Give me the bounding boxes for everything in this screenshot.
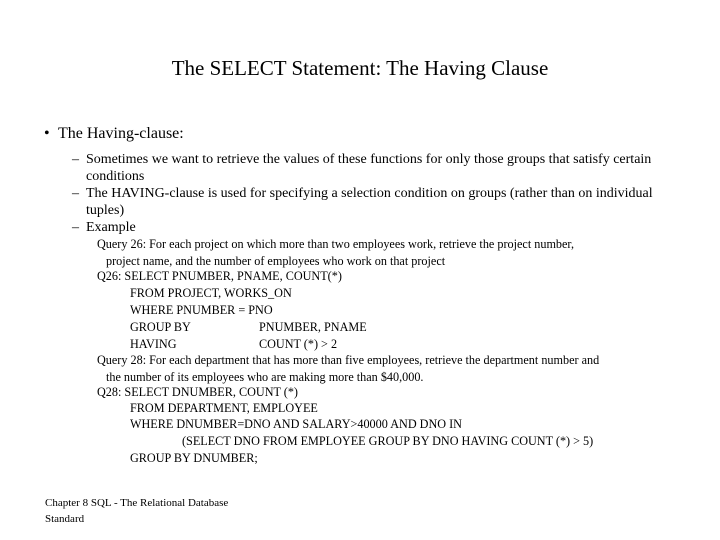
dash-marker: – [72, 152, 79, 167]
query26-having-value: COUNT (*) > 2 [259, 337, 338, 351]
query28-from: FROM DEPARTMENT, EMPLOYEE [130, 401, 318, 415]
dash-marker: – [72, 186, 79, 201]
query28-subquery: (SELECT DNO FROM EMPLOYEE GROUP BY DNO HAVING COUNT (*) > 5) [182, 434, 594, 448]
subpoint-text: Sometimes we want to retrieve the values of these functions for only those groups that satisfy certain conditions [86, 152, 652, 184]
subpoint-3 [72, 219, 672, 236]
query26-desc-line1: Query 26: For each project on which more than two employees work, retrieve the project number, [97, 237, 575, 251]
main-bullet [44, 125, 184, 143]
query26-groupby-value: PNUMBER, PNAME [259, 320, 367, 334]
subpoint-text: Example [86, 220, 136, 235]
query26-having-keyword: HAVING [130, 337, 177, 351]
query26-description [97, 236, 697, 269]
query26-desc-line2: project name, and the number of employees who work on that project [106, 253, 446, 268]
query26-select: Q26: SELECT PNUMBER, PNAME, COUNT(*) [97, 269, 342, 283]
query26-groupby-keyword: GROUP BY [130, 320, 191, 334]
query28-where: WHERE DNUMBER=DNO AND SALARY>40000 AND DNO IN [130, 417, 462, 431]
query28-description [97, 352, 697, 385]
subpoint-text: The HAVING-clause is used for specifying a selection condition on groups (rather than on individual tuples) [86, 186, 653, 218]
query28-select: Q28: SELECT DNUMBER, COUNT (*) [97, 385, 298, 399]
dash-marker: – [72, 220, 79, 235]
bullet-marker: • [44, 125, 50, 142]
query26-from: FROM PROJECT, WORKS_ON [130, 286, 292, 300]
query26-where: WHERE PNUMBER = PNO [130, 303, 273, 317]
query28-desc-line2: the number of its employees who are making more than $40,000. [106, 369, 424, 384]
query28-groupby: GROUP BY DNUMBER; [130, 451, 258, 465]
footer-line1: Chapter 8 SQL - The Relational Database [45, 497, 229, 509]
slide-title: The SELECT Statement: The Having Clause [171, 56, 549, 80]
query28-desc-line1: Query 28: For each department that has more than five employees, retrieve the department number and [97, 353, 600, 367]
slide-footer [45, 495, 228, 527]
subpoint-1 [72, 151, 672, 185]
bullet-text: The Having-clause: [58, 125, 184, 142]
subpoint-2 [72, 185, 672, 219]
footer-line2: Standard [45, 513, 85, 525]
